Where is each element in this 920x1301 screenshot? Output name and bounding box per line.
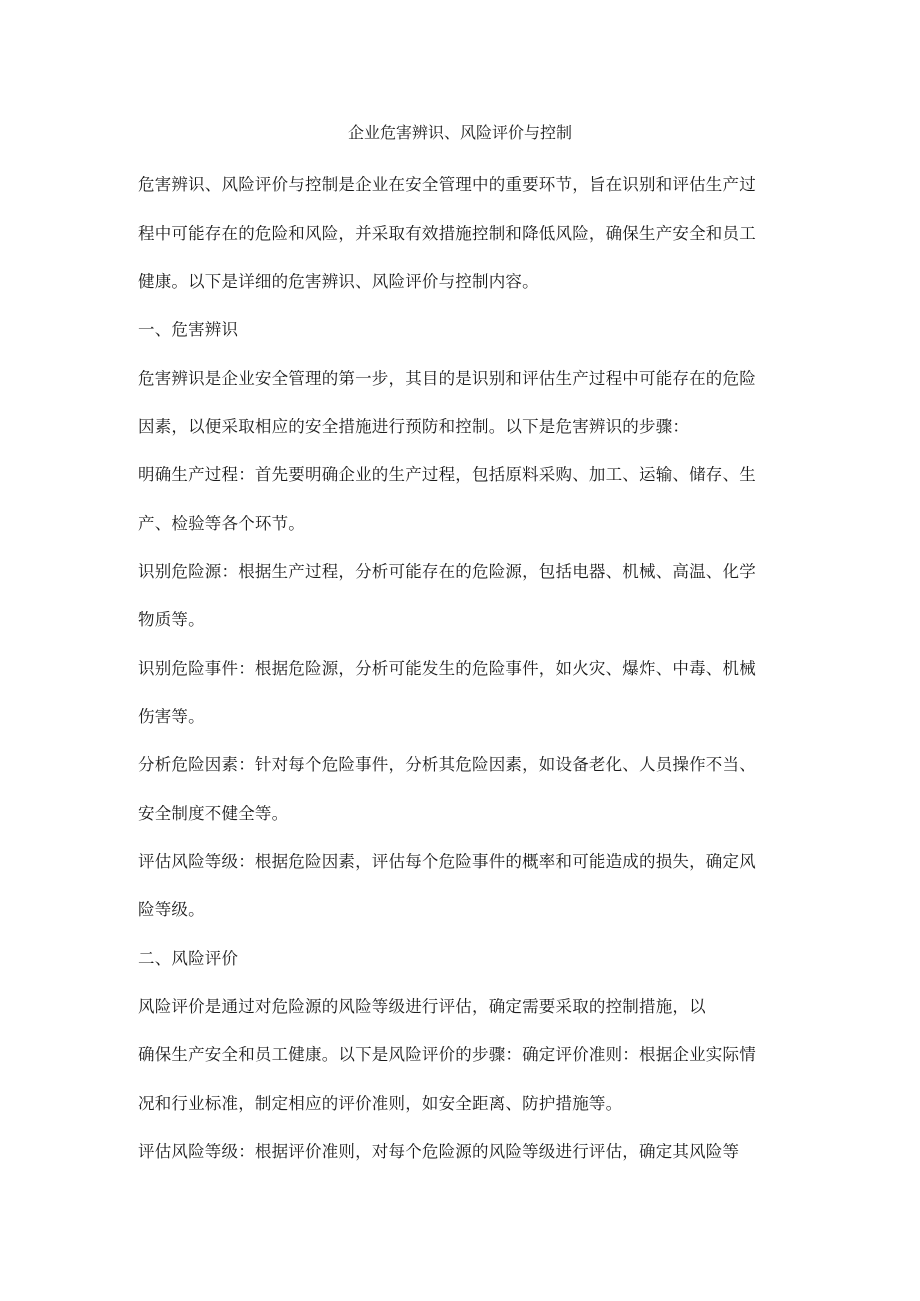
paragraph-line: 伤害等。 — [138, 707, 205, 726]
paragraph-line: 况和行业标准，制定相应的评价准则，如安全距离、防护措施等。 — [138, 1094, 623, 1113]
section-heading: 一、危害辨识 — [138, 320, 239, 339]
paragraph-line: 明确生产过程：首先要明确企业的生产过程，包括原料采购、加工、运输、储存、生 — [138, 465, 756, 484]
paragraph-line: 健康。以下是详细的危害辨识、风险评价与控制内容。 — [138, 272, 539, 291]
paragraph-line: 评估风险等级：根据评价准则，对每个危险源的风险等级进行评估，确定其风险等 — [138, 1142, 740, 1161]
paragraph-line: 物质等。 — [138, 610, 205, 629]
paragraph-line: 识别危险源：根据生产过程，分析可能存在的危险源，包括电器、机械、高温、化学 — [138, 562, 756, 581]
section-heading: 二、风险评价 — [138, 949, 239, 968]
paragraph-line: 识别危险事件：根据危险源，分析可能发生的危险事件，如火灾、爆炸、中毒、机械 — [138, 659, 756, 678]
paragraph-line: 危害辨识是企业安全管理的第一步，其目的是识别和评估生产过程中可能存在的危险 — [138, 369, 756, 388]
paragraph-line: 评估风险等级：根据危险因素，评估每个危险事件的概率和可能造成的损失，确定风 — [138, 852, 756, 871]
paragraph-line: 程中可能存在的危险和风险，并采取有效措施控制和降低风险，确保生产安全和员工 — [138, 224, 756, 243]
document-title: 企业危害辨识、风险评价与控制 — [347, 123, 572, 142]
paragraph-line: 安全制度不健全等。 — [138, 804, 289, 823]
paragraph-line: 确保生产安全和员工健康。以下是风险评价的步骤：确定评价准则：根据企业实际情 — [138, 1045, 756, 1064]
paragraph-line: 分析危险因素：针对每个危险事件，分析其危险因素，如设备老化、人员操作不当、 — [138, 755, 756, 774]
paragraph-line: 危害辨识、风险评价与控制是企业在安全管理中的重要环节，旨在识别和评估生产过 — [138, 175, 756, 194]
paragraph-line: 风险评价是通过对危险源的风险等级进行评估，确定需要采取的控制措施，以 — [138, 997, 706, 1016]
paragraph-line: 因素，以便采取相应的安全措施进行预防和控制。以下是危害辨识的步骤： — [138, 417, 690, 436]
paragraph-line: 产、检验等各个环节。 — [138, 514, 305, 533]
paragraph-line: 险等级。 — [138, 900, 205, 919]
